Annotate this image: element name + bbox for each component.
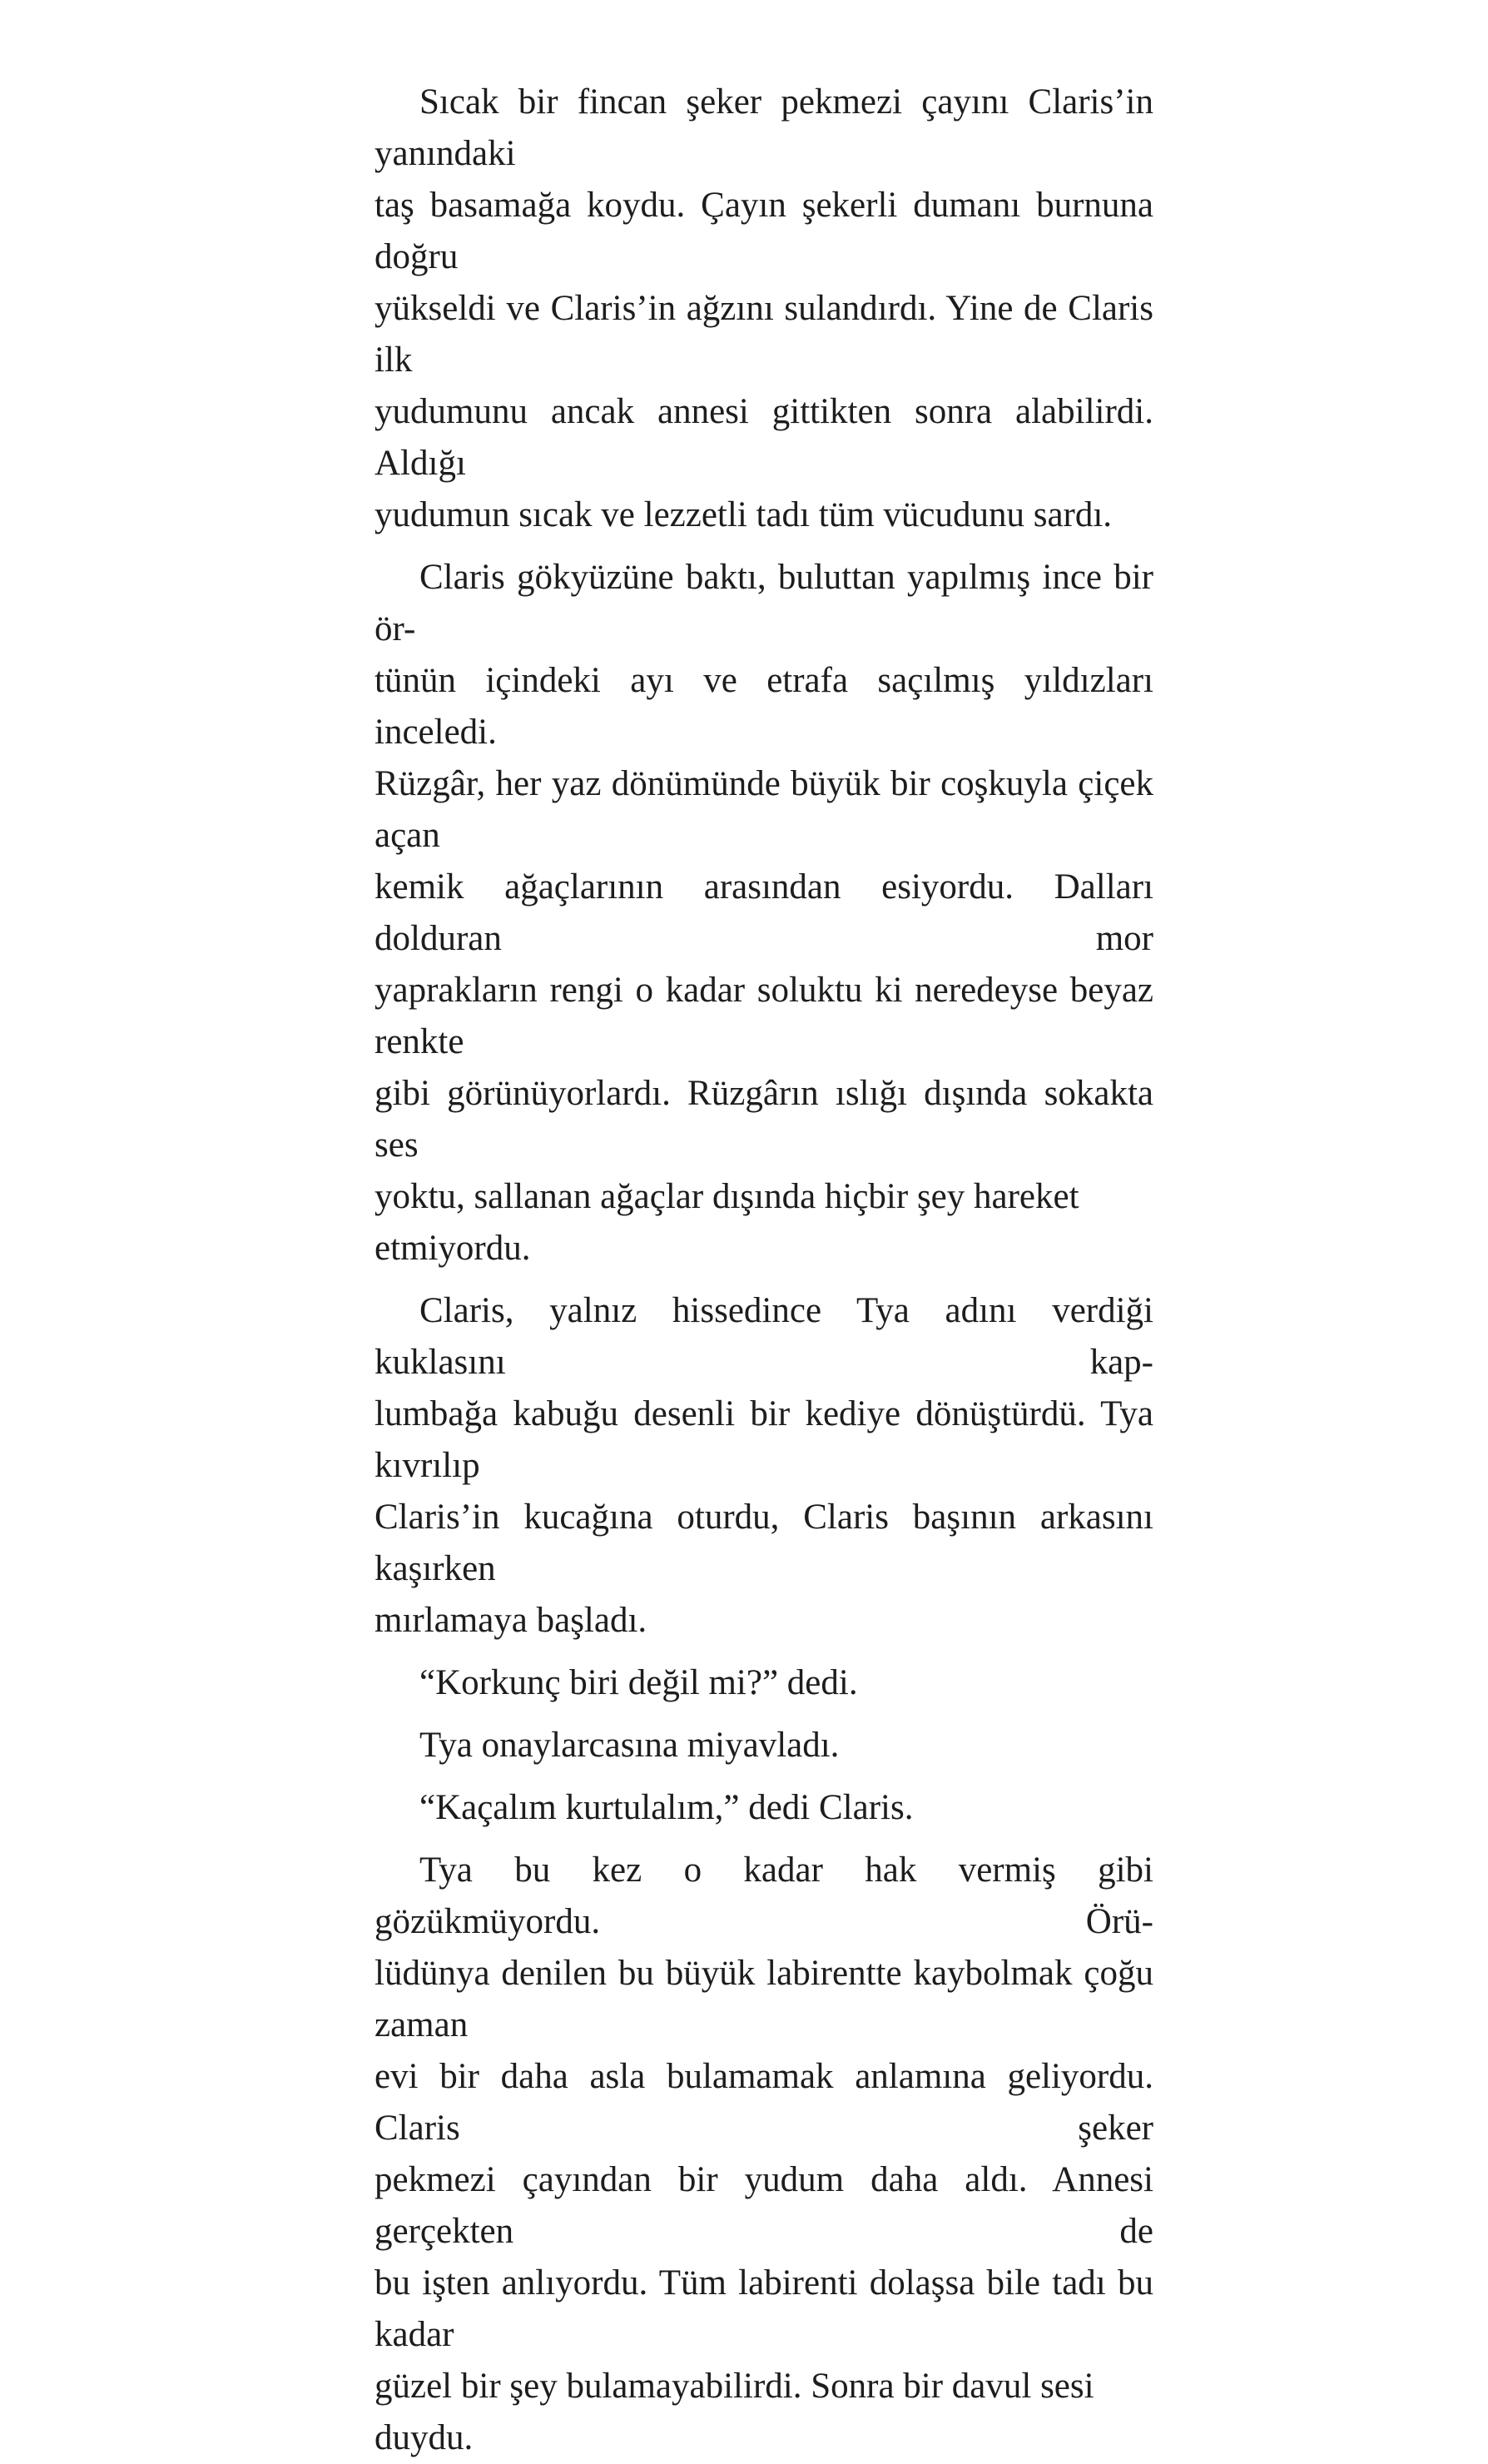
text-line: lüdünya denilen bu büyük labirentte kaybolmak çoğu zaman [374, 1954, 1153, 2044]
text-line: mırlamaya başladı. [374, 1601, 647, 1640]
text-line: “Korkunç biri değil mi?” dedi. [419, 1663, 858, 1702]
text-line: yaprakların rengi o kadar soluktu ki neredeyse beyaz renkte [374, 971, 1153, 1061]
text-line: Claris gökyüzüne baktı, buluttan yapılmış ince bir ör- [374, 558, 1153, 648]
text-line: tünün içindeki ayı ve etrafa saçılmış yıldızları inceledi. [374, 661, 1153, 752]
text-line: güzel bir şey bulamayabilirdi. Sonra bir davul sesi duydu. [374, 2367, 1094, 2457]
paragraph [374, 552, 1153, 1274]
text-block [374, 77, 1153, 2464]
text-line: kemik ağaçlarının arasından esiyordu. Dalları dolduran mor [374, 867, 1153, 958]
text-line: lumbağa kabuğu desenli bir kediye dönüştürdü. Tya kıvrılıp [374, 1394, 1153, 1485]
paragraph [374, 1845, 1153, 2464]
text-line: pekmezi çayından bir yudum daha aldı. Annesi gerçekten de [374, 2160, 1153, 2251]
text-line: Tya bu kez o kadar hak vermiş gibi gözükmüyordu. Örü- [374, 1850, 1153, 1941]
paragraph-dialogue [374, 1720, 1153, 1771]
text-line: yoktu, sallanan ağaçlar dışında hiçbir şey hareket etmiyordu. [374, 1177, 1079, 1268]
text-line: Claris’in kucağına oturdu, Claris başının arkasını kaşırken [374, 1498, 1153, 1588]
text-line: “Kaçalım kurtulalım,” dedi Claris. [419, 1788, 914, 1827]
text-line: yükseldi ve Claris’in ağzını sulandırdı. Yine de Claris ilk [374, 289, 1153, 380]
text-line: Claris, yalnız hissedince Tya adını verdiği kuklasını kap- [374, 1291, 1153, 1382]
text-line: Rüzgâr, her yaz dönümünde büyük bir coşkuyla çiçek açan [374, 764, 1153, 855]
paragraph-dialogue [374, 1657, 1153, 1709]
paragraph-dialogue [374, 1782, 1153, 1834]
text-line: yudumun sıcak ve lezzetli tadı tüm vücudunu sardı. [374, 495, 1113, 534]
paragraph [374, 1285, 1153, 1647]
paragraph [374, 77, 1153, 541]
text-line: bu işten anlıyordu. Tüm labirenti dolaşsa bile tadı bu kadar [374, 2263, 1153, 2354]
text-line: taş basamağa koydu. Çayın şekerli dumanı burnuna doğru [374, 186, 1153, 276]
text-line: Sıcak bir fincan şeker pekmezi çayını Claris’in yanındaki [374, 82, 1153, 173]
text-line: Tya onaylarcasına miyavladı. [419, 1726, 840, 1765]
text-line: yudumunu ancak annesi gittikten sonra alabilirdi. Aldığı [374, 392, 1153, 483]
text-line: evi bir daha asla bulamamak anlamına geliyordu. Claris şeker [374, 2057, 1153, 2148]
text-line: gibi görünüyorlardı. Rüzgârın ıslığı dışında sokakta ses [374, 1074, 1153, 1165]
